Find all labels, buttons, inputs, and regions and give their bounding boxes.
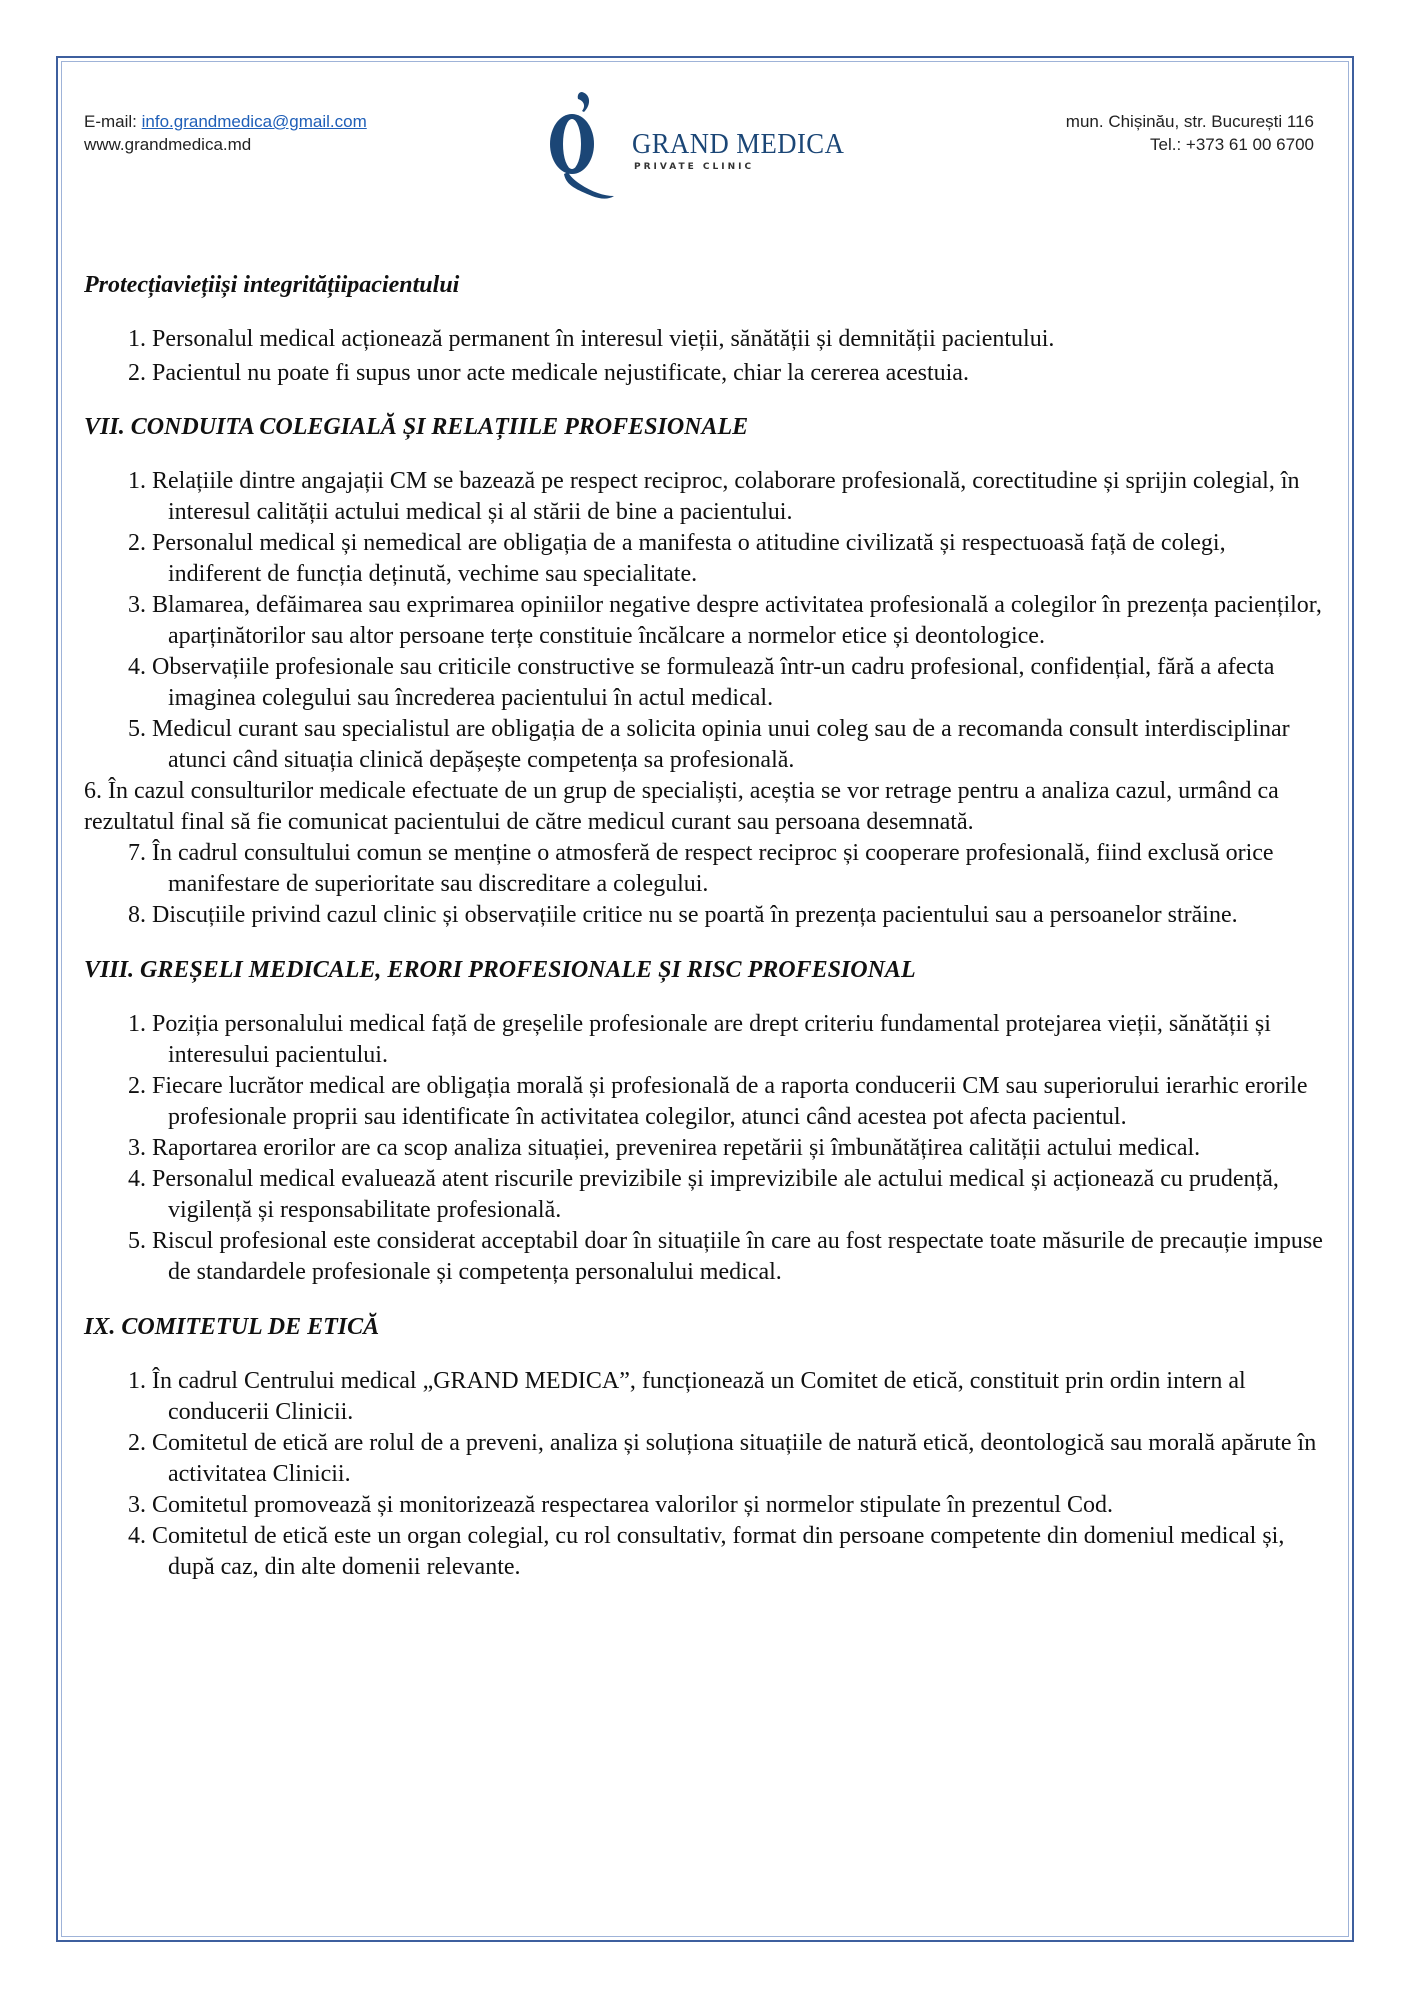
list-item: 2. Comitetul de etică are rolul de a preveni, analiza și soluționa situațiile de natură etică, deontologică sau morală apărute în activitatea Clinicii. xyxy=(128,1430,1317,1487)
list-item-text: 6. În cazul consulturilor medicale efectuate de un grup de specialiști, aceștia se vor retrage pentru a analiza cazul, urmând ca rezultatul final să fie comunicat pacientului de către medicul curant sau persoana desemnată. xyxy=(84,778,1279,835)
list-item: 2. Personalul medical și nemedical are obligația de a manifesta o atitudine civilizată și respectuoasă față de colegi, indiferent de funcția deținută, vechime sau specialitate. xyxy=(128,530,1226,587)
section-title-viii: VIII. GREȘELI MEDICALE, ERORI PROFESIONALE ȘI RISC PROFESIONAL xyxy=(84,957,916,983)
list-item: 8. Discuțiile privind cazul clinic și observațiile critice nu se poartă în prezența pacientului sau a persoanelor străine. xyxy=(128,902,1238,928)
list-item xyxy=(40,776,1324,838)
contact-right xyxy=(1066,110,1314,156)
list-item: 2. Fiecare lucrător medical are obligația morală și profesională de a raporta conducerii CM sau superiorului ierarhic erorile profesionale proprii sau identificate în activitatea colegilor, atunci când acestea pot afecta pacientul. xyxy=(128,1073,1308,1130)
website-text: www.grandmedica.md xyxy=(84,135,252,154)
phone-text: Tel.: +373 61 00 6700 xyxy=(1150,135,1314,154)
address-text: mun. Chișinău, str. București 116 xyxy=(1065,112,1314,131)
list-item: 3. Comitetul promovează și monitorizează respectarea valorilor și normelor stipulate în prezentul Cod. xyxy=(128,1492,1114,1518)
clinic-logo xyxy=(548,92,868,202)
subsection-title: Protecțiaviețiiși integritățiipacientului xyxy=(84,272,460,298)
email-line xyxy=(84,110,367,133)
list-item: 4. Observațiile profesionale sau criticile constructive se formulează într-un cadru profesional, confidențial, fără a afecta imaginea colegului sau încrederea pacientului în actul medical. xyxy=(128,654,1275,711)
list-item: 4. Comitetul de etică este un organ colegial, cu rol consultativ, format din persoane competente din domeniul medical și, după caz, din alte domenii relevante. xyxy=(128,1523,1285,1580)
section-vii-list xyxy=(84,466,1324,931)
logo-name: GRAND MEDICA xyxy=(632,128,845,160)
list-item: 2. Pacientul nu poate fi supus unor acte medicale nejustificate, chiar la cererea acestuia. xyxy=(128,360,969,386)
letterhead xyxy=(0,0,1414,220)
list-item: 1. Personalul medical acționează permanent în interesul vieții, sănătății și demnității pacientului. xyxy=(128,326,1055,352)
list-item: 7. În cadrul consultului comun se menține o atmosferă de respect reciproc și cooperare profesională, fiind exclusă orice manifestare de superioritate sau discreditare a colegului. xyxy=(128,840,1274,897)
email-label: E-mail: xyxy=(84,112,142,131)
intro-list xyxy=(84,322,1324,390)
section-ix-list xyxy=(84,1366,1324,1583)
list-item: 1. În cadrul Centrului medical „GRAND MEDICA”, funcționează un Comitet de etică, constituit prin ordin intern al conducerii Clinicii. xyxy=(128,1368,1246,1425)
list-item: 1. Relațiile dintre angajații CM se bazează pe respect reciproc, colaborare profesională, corectitudine și sprijin colegial, în interesul calității actului medical și al stării de bine a pacientului. xyxy=(128,468,1300,525)
list-item: 5. Riscul profesional este considerat acceptabil doar în situațiile în care au fost respectate toate măsurile de precauție impuse de standardele profesionale și competența personalului medical. xyxy=(128,1228,1323,1285)
list-item: 1. Poziția personalului medical față de greșelile profesionale are drept criteriu fundamental protejarea vieții, sănătății și interesului pacientului. xyxy=(128,1011,1271,1068)
list-item: 3. Raportarea erorilor are ca scop analiza situației, prevenirea repetării și îmbunătățirea calității actului medical. xyxy=(128,1135,1201,1161)
email-link[interactable]: info.grandmedica@gmail.com xyxy=(141,112,367,131)
section-title-vii: VII. CONDUITA COLEGIALĂ ȘI RELAȚIILE PROFESIONALE xyxy=(84,414,749,440)
document-body xyxy=(84,270,1324,1583)
logo-q-icon xyxy=(548,92,618,202)
contact-left xyxy=(84,110,367,156)
section-title-ix: IX. COMITETUL DE ETICĂ xyxy=(84,1314,380,1340)
list-item: 4. Personalul medical evaluează atent riscurile previzibile și imprevizibile ale actului medical și acționează cu prudență, vigilență și responsabilitate profesională. xyxy=(128,1166,1279,1223)
logo-tagline: PRIVATE CLINIC xyxy=(634,162,755,172)
list-item: 5. Medicul curant sau specialistul are obligația de a solicita opinia unui coleg sau de a recomanda consult interdisciplinar atunci când situația clinică depășește competența sa profesională. xyxy=(128,716,1290,773)
list-item: 3. Blamarea, defăimarea sau exprimarea opiniilor negative despre activitatea profesională a colegilor în prezența pacienților, aparținătorilor sau altor persoane terțe constituie încălcare a normelor etice și deontologice. xyxy=(128,592,1322,649)
section-viii-list xyxy=(84,1009,1324,1288)
